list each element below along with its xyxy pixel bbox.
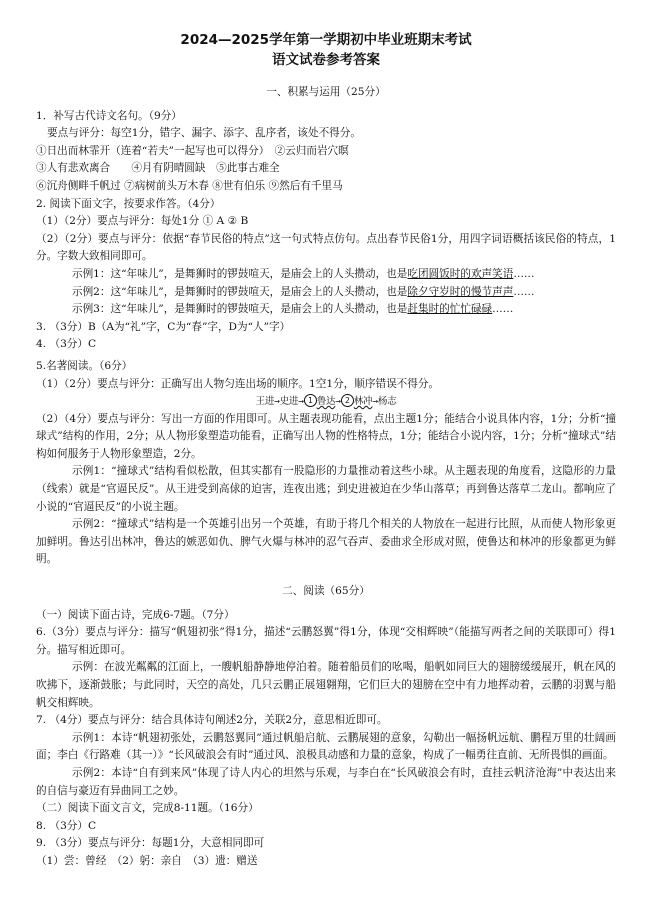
part2-heading: 二、阅读（65分）: [282, 585, 370, 598]
q2-sub1: （1）（2分）要点与评分：每处1分 ① A ② B: [36, 215, 249, 228]
q1-answers-row2: ③人有悲欢离合 ④月有阴晴圆缺 ⑤此事古难全: [36, 162, 280, 175]
q2-example-2: 示例2：这“年味儿”，是舞狮时的锣鼓喧天，是庙会上的人头攒动，也是除夕守岁时的慢节声声……: [72, 285, 535, 298]
q8-answer: 8. （3分）C: [36, 819, 97, 832]
circled-number-2: 2: [341, 394, 354, 407]
q5-example-1: 示例1：“撞球式”结构看似松散，但其实都有一股隐形的力量推动着这些小球。从主题表现的角度看，这隐形的力量（线索）就是“官逼民反”。从王进受到高俅的迫害，连夜出逃；到史进被迫在少华山落草；再到鲁达落草二龙山。都响应了小说的“官逼民反”的小说主题。: [36, 465, 616, 513]
q5-sub2: （2）（4分）要点与评分：写出一方面的作用即可。从主题表现功能看，点出主题1分；能结合小说具体内容，1分；分析“撞球式”结构的作用，2分；从人物形象塑造功能看，正确写出人物的性格特点，1分；能结合小说内容，1分；分析“撞球式”结构如何服务于人物形象塑造，2分。: [36, 412, 616, 460]
q5-sub1: （1）（2分）要点与评分：正确写出人物匀连出场的顺序。1空1分，顺序错误不得分。: [36, 377, 440, 390]
q1-rule: 要点与评分：每空1分，错字、漏字、添字、乱序者，该处不得分。: [47, 127, 361, 140]
q2-example-3-answer: 赶集时的忙忙碌碌: [407, 303, 493, 316]
group1-title: （一）阅读下面古诗，完成6-7题。（7分）: [36, 608, 235, 621]
q9-sub-answers: （1）尝：曾经 （2）躬：亲自 （3）遗：赠送: [36, 854, 258, 867]
q2-example-1: 示例1：这“年味儿”，是舞狮时的锣鼓喧天，是庙会上的人头攒动，也是吃团圆饭时的欢声笑语……: [72, 267, 535, 280]
q3-answer: 3. （3分）B（A为“礼”字，C为“春”字，D为“人”字）: [36, 320, 291, 333]
q5-blank-1: 鲁达: [316, 396, 336, 408]
q1-title: 1．补写古代诗文名句。（9分）: [36, 109, 182, 122]
q6-example: 示例：在波光粼粼的江面上，一艘帆船静静地停泊着。随着船员们的吆喝，船帆如同巨大的翅膀缓缓展开，帆在风的吹拂下，逐渐鼓胀；与此同时，天空的高处，几只云鹏正展翅翱翔，它们巨大的翅膀在空中有力地挥动着，云鹏的羽翼与船帆交相辉映。: [36, 661, 616, 709]
group2-title: （二）阅读下面文言文，完成8-11题。（16分）: [36, 802, 259, 815]
q9-answer: 9. （3分）要点与评分：每题1分，大意相同即可: [36, 837, 265, 850]
part1-heading: 一、积累与运用（25分）: [266, 86, 386, 98]
q6-answer: 6.（3分）要点与评分：描写“帆翅初张”得1分，描述“云鹏怒翼”得1分，体现“交相辉映”（能描写两者之间的关联即可）得1分。描写相近即可。: [36, 626, 616, 656]
exam-title: 2024—2025学年第一学期初中毕业班期末考试: [180, 32, 472, 48]
q2-example-2-answer: 除夕守岁时的慢节声声: [407, 285, 514, 298]
q5-handwritten-sequence: 王进→史进→ 1 鲁达→ 2 林冲→杨志: [255, 396, 397, 408]
q2-example-1-answer: 吃团圆饭时的欢声笑语: [407, 267, 514, 280]
q7-answer: 7. （4分）要点与评分：结合具体诗句阐述2分，关联2分，意思相近即可。: [36, 714, 388, 727]
q7-example-1: 示例1：本诗“帆翅初张处，云鹏怒翼同”通过帆船启航、云鹏展翅的意象，勾勒出一幅扬帆远航、鹏程万里的壮阔画面；李白《行路难（其一）》“长风破浪会有时”通过风、浪极具动感和力量的意象，构成了一幅勇往直前、无所畏惧的画面。: [36, 731, 616, 762]
q5-blank-2: 林冲: [353, 396, 373, 408]
q1-answers-row1: ①日出而林霏开（连着“若夫”一起写也可以得分） ②云归而岩穴暝: [36, 144, 349, 157]
q4-answer: 4. （3分）C: [36, 338, 97, 351]
q2-sub2: （2）（2分）要点与评分：依据“春节民俗的特点”这一句式特点仿句。点出春节民俗1分，用四字词语概括该民俗的特点，1分。字数大致相同即可。: [36, 232, 616, 263]
q5-title: 5.名著阅读。（6分）: [36, 359, 133, 372]
q7-example-2: 示例2：本诗“自有到来风”体现了诗人内心的坦然与乐观，与李白在“长风破浪会有时，直挂云帆济沧海”中表达出来的自信与豪迈有异曲同工之妙。: [36, 766, 616, 797]
circled-number-1: 1: [304, 394, 317, 407]
exam-subtitle: 语文试卷参考答案: [272, 52, 380, 68]
q2-title: 2. 阅读下面文字，按要求作答。（4分）: [36, 197, 221, 210]
q2-example-3: 示例3：这“年味儿”，是舞狮时的锣鼓喧天，是庙会上的人头攒动，也是赶集时的忙忙碌碌……: [72, 303, 514, 316]
q5-example-2: 示例2：“撞球式”结构是一个英雄引出另一个英雄，有助于将几个相关的人物放在一起进行比照，从而使人物形象更加鲜明。鲁达引出林冲，鲁达的嫉恶如仇、脾气火爆与林冲的忍气吞声、委曲求全形成对照，使鲁达和林冲的形象都更为鲜明。: [36, 518, 616, 566]
q1-answers-row3: ⑥沉舟侧畔千帆过 ⑦病树前头万木春 ⑧世有伯乐 ⑨然后有千里马: [36, 179, 343, 192]
